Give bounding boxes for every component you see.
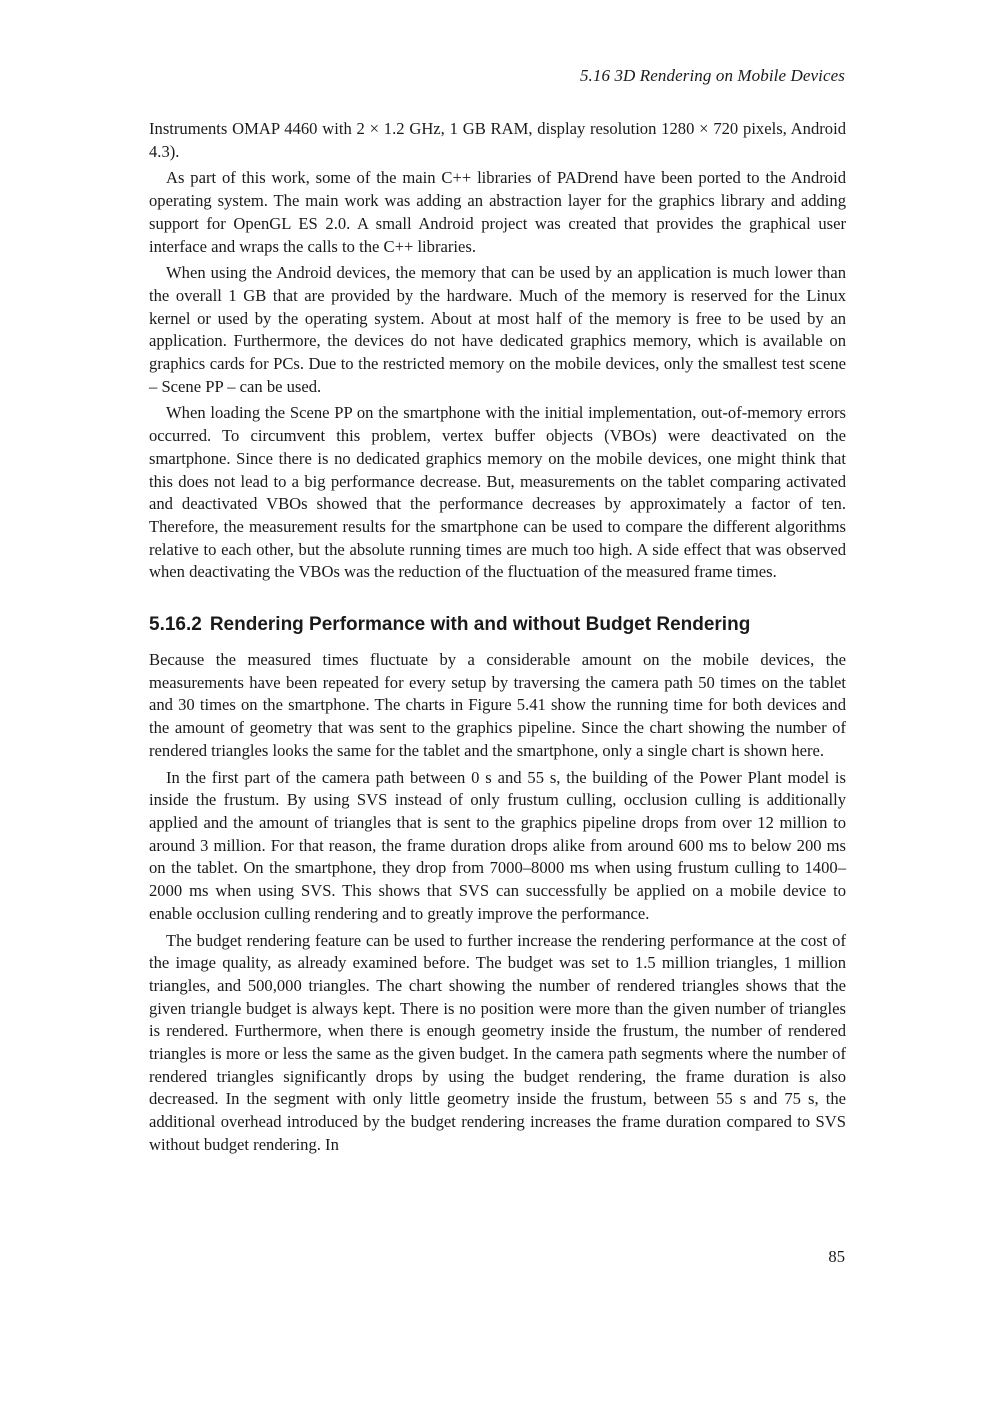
paragraph: Because the measured times fluctuate by a considerable amount on the mobile devices, the measurements have been repeated for every setup by traversing the camera path 50 times on the tablet and 30 times on the smartphone. The charts in Figure 5.41 show the running time for both devices and the amount of geometry that was sent to the graphics pipeline. Since the chart showing the number of rendered triangles looks the same for the tablet and the smartphone, only a single chart is shown here. (149, 650, 846, 760)
running-header: 5.16 3D Rendering on Mobile Devices (579, 66, 845, 85)
paragraph: The budget rendering feature can be used to further increase the rendering performance at the cost of the image quality, as already examined before. The budget was set to 1.5 million triangles, 1 million triangles, and 500,000 triangles. The chart showing the number of rendered triangles shows that the given triangle budget is always kept. There is no position were more than the given number of triangles is rendered. Furthermore, when there is enough geometry inside the frustum, the number of rendered triangles is more or less the same as the given budget. In the camera path segments where the number of rendered triangles significantly drops by using the budget rendering, the frame duration is also decreased. In the segment with only little geometry inside the frustum, between 55 s and 75 s, the additional overhead introduced by the budget rendering increases the frame duration compared to SVS without budget rendering. In (149, 930, 846, 1154)
paragraph: In the first part of the camera path between 0 s and 55 s, the building of the Power Plant model is inside the frustum. By using SVS instead of only frustum culling, occlusion culling is additionally applied and the amount of triangles that is sent to the graphics pipeline drops from over 12 million to around 3 million. For that reason, the frame duration drops alike from around 600 ms to below 200 ms on the tablet. On the smartphone, they drop from 7000–8000 ms when using frustum culling to 1400–2000 ms when using SVS. This shows that SVS can successfully be applied on a mobile device to enable occlusion culling rendering and to greatly improve the performance. (149, 767, 846, 923)
paragraph: When using the Android devices, the memory that can be used by an application is much lower than the overall 1 GB that are provided by the hardware. Much of the memory is reserved for the Linux kernel or used by the operating system. About at most half of the memory is free to be used by an application. Furthermore, the devices do not have dedicated graphics memory, which is available on graphics cards for PCs. Due to the restricted memory on the mobile devices, only the smallest test scene – Scene PP – can be used. (149, 263, 846, 396)
page-number: 85 (828, 1247, 845, 1266)
paragraph: When loading the Scene PP on the smartphone with the initial implementation, out-of-memory errors occurred. To circumvent this problem, vertex buffer objects (VBOs) were deactivated on the smartphone. Since there is no dedicated graphics memory on the mobile devices, one might think that this does not lead to a big performance decrease. But, measurements on the tablet comparing activated and deactivated VBOs showed that the performance decreases by approximately a factor of ten. Therefore, the measurement results for the smartphone can be used to compare the different algorithms relative to each other, but the absolute running times are much too high. A side effect that was observed when deactivating the VBOs was the reduction of the fluctuation of the measured frame times. (149, 403, 846, 582)
section-number: 5.16.2 (149, 614, 202, 636)
page-body (149, 118, 846, 1161)
section-heading (149, 613, 846, 637)
section-title: Rendering Performance with and without Budget Rendering (209, 614, 751, 636)
paragraph: Instruments OMAP 4460 with 2 × 1.2 GHz, 1 GB RAM, display resolution 1280 × 720 pixels, Android 4.3). (149, 119, 846, 161)
paragraph: As part of this work, some of the main C++ libraries of PADrend have been ported to the Android operating system. The main work was adding an abstraction layer for the graphics library and adding support for OpenGL ES 2.0. A small Android project was created that provides the graphical user interface and wraps the calls to the C++ libraries. (149, 168, 846, 256)
